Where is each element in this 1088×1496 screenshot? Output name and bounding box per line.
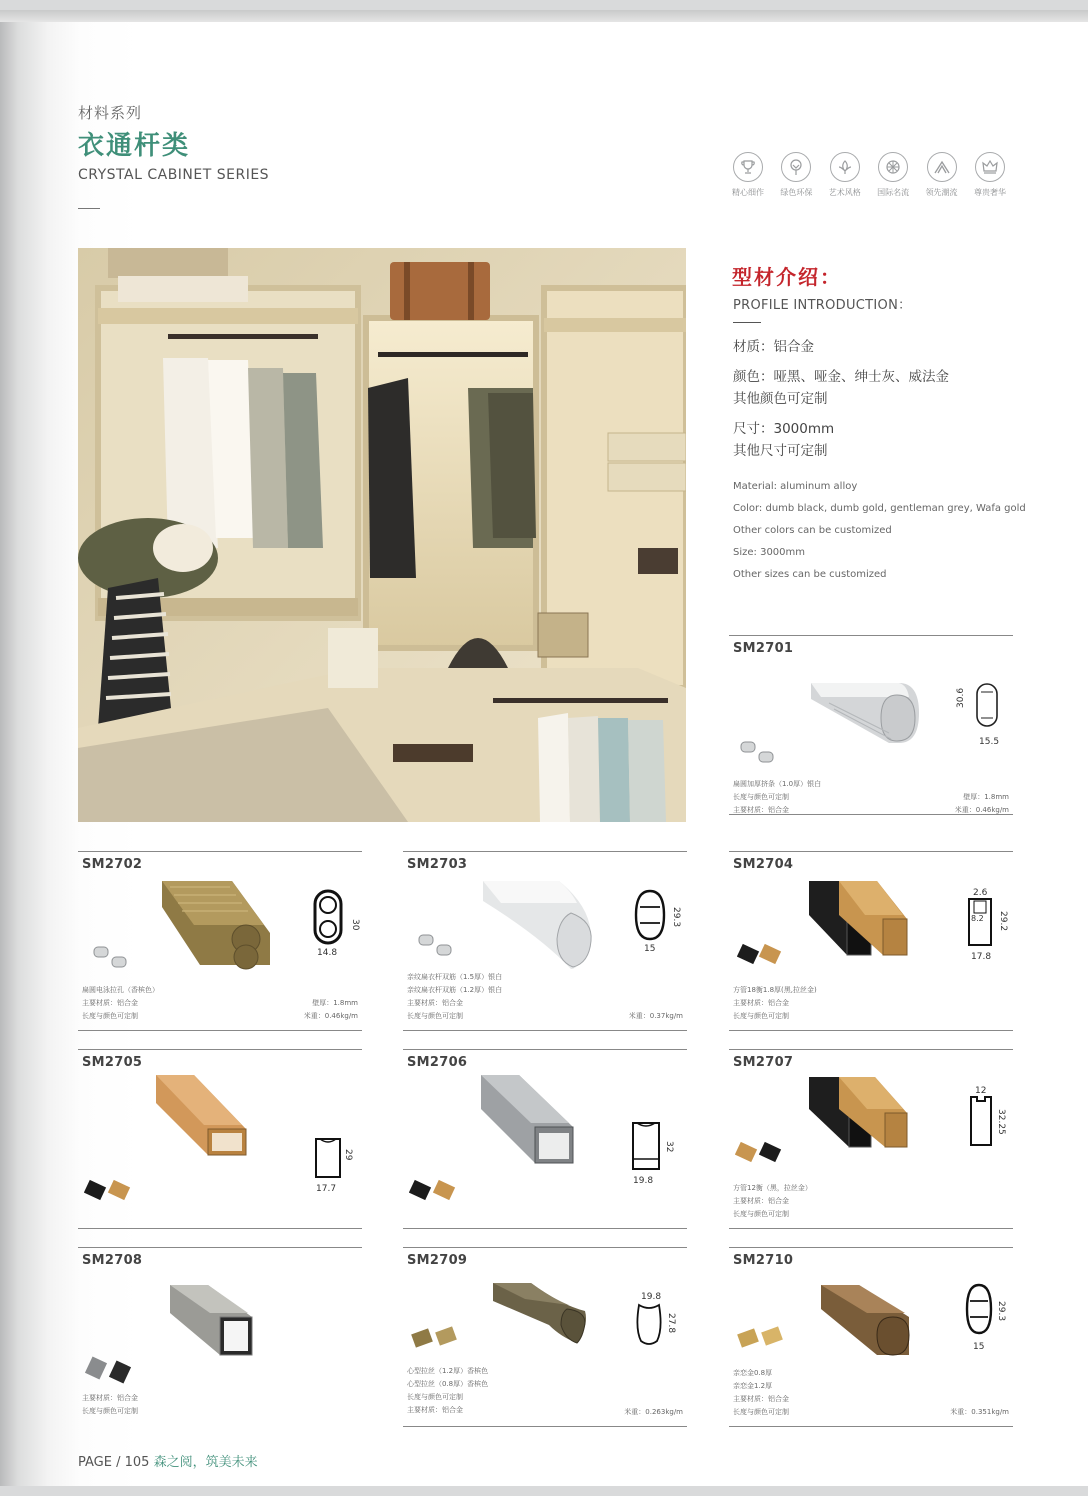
feature-item bbox=[918, 152, 966, 198]
product-image bbox=[807, 879, 932, 959]
product-notes bbox=[733, 778, 821, 817]
series-label-en: CRYSTAL CABINET SERIES bbox=[78, 167, 270, 183]
size-spec-en: Size: 3000mm bbox=[733, 547, 806, 558]
dim-height: 27.8 bbox=[666, 1313, 676, 1334]
dim-width: 17.8 bbox=[971, 952, 992, 962]
product-card bbox=[403, 851, 687, 1031]
product-notes bbox=[733, 1367, 789, 1419]
product-image bbox=[479, 1073, 579, 1168]
page-title: 衣通杆类 bbox=[78, 131, 191, 161]
product-weight bbox=[624, 1406, 683, 1419]
dim-height: 30 bbox=[350, 919, 360, 931]
note-line: 方管18衡1.8厚(黑,拉丝金) bbox=[733, 986, 817, 994]
series-label-cn: 材料系列 bbox=[78, 104, 143, 122]
page-number: PAGE / 105 bbox=[78, 1455, 150, 1470]
product-card bbox=[403, 1049, 687, 1229]
intro-spec-en bbox=[733, 476, 1033, 586]
intro-title-en: PROFILE INTRODUCTION： bbox=[733, 298, 912, 313]
size-spec-text: 尺寸：3000mm bbox=[733, 421, 835, 437]
card-rule bbox=[78, 1247, 362, 1248]
note-line: 心型拉丝（1.2厚）香槟色 bbox=[407, 1367, 489, 1375]
feature-label: 国际名流 bbox=[877, 188, 910, 197]
card-rule bbox=[78, 1049, 362, 1050]
end-cap-accessory bbox=[84, 1177, 138, 1207]
note-line: 主要材质：铝合金 bbox=[82, 999, 138, 1007]
dim-width: 15.5 bbox=[979, 737, 1000, 747]
cross-section-drawing bbox=[949, 680, 1011, 750]
note-line: 长度与颜色可定制 bbox=[733, 1012, 789, 1020]
product-image bbox=[491, 1281, 591, 1351]
note-line: 壁厚：1.8mm bbox=[963, 793, 1009, 801]
end-cap-accessory bbox=[737, 738, 783, 770]
note-line: 方管12衡（黑，拉丝金） bbox=[733, 1184, 812, 1192]
product-code: SM2702 bbox=[82, 857, 143, 872]
product-card bbox=[729, 1049, 1013, 1229]
cross-section-drawing bbox=[961, 1083, 1015, 1153]
product-code: SM2703 bbox=[407, 857, 468, 872]
note-line: 主要材质：铝合金 bbox=[733, 1395, 789, 1403]
product-card bbox=[729, 635, 1013, 815]
product-code: SM2707 bbox=[733, 1055, 794, 1070]
color-spec-text: 颜色：哑黑、哑金、绅士灰、威法金 bbox=[733, 369, 949, 385]
product-code: SM2704 bbox=[733, 857, 794, 872]
note-line: 长度与颜色可定制 bbox=[407, 1393, 463, 1401]
wardrobe-photo bbox=[78, 248, 686, 822]
note-line: 亲纹扁衣杆双筋（1.2厚）银白 bbox=[407, 986, 503, 994]
dim-width: 19.8 bbox=[633, 1176, 654, 1186]
card-rule bbox=[78, 851, 362, 852]
card-rule bbox=[403, 1049, 687, 1050]
cross-section-drawing bbox=[308, 1135, 360, 1195]
note-line: 亲恋金0.8厚 bbox=[733, 1369, 773, 1377]
product-weight bbox=[304, 997, 358, 1023]
card-rule bbox=[729, 1426, 1013, 1427]
cross-section-drawing bbox=[625, 1119, 685, 1189]
card-rule bbox=[403, 1030, 687, 1031]
end-cap-accessory bbox=[735, 1325, 791, 1355]
cross-section-drawing bbox=[628, 887, 690, 959]
intro-spec-cn bbox=[733, 336, 1023, 470]
card-rule bbox=[729, 814, 1013, 815]
end-cap-accessory bbox=[737, 943, 787, 973]
dim-height: 30.6 bbox=[956, 687, 966, 708]
feature-item bbox=[724, 152, 772, 198]
end-cap-accessory bbox=[84, 1353, 140, 1387]
product-code: SM2705 bbox=[82, 1055, 143, 1070]
dim-height: 29.3 bbox=[671, 907, 681, 928]
color-spec bbox=[733, 366, 1023, 410]
feature-label: 领先潮流 bbox=[925, 188, 958, 197]
dim-slot: 2.6 bbox=[973, 888, 988, 898]
tree-icon bbox=[781, 152, 811, 182]
catalog-page bbox=[0, 10, 1088, 1486]
footer-slogan: 森之阅，筑美未来 bbox=[153, 1455, 258, 1470]
note-line: 扁圆加厚挤条（1.0厚）银白 bbox=[733, 780, 822, 788]
feature-icons bbox=[724, 152, 1014, 198]
color-spec-en: Color: dumb black, dumb gold, gentleman grey, Wafa gold bbox=[733, 503, 1026, 514]
note-line: 亲恋金1.2厚 bbox=[733, 1382, 773, 1390]
note-line: 扁圆电泳拉孔（香槟色） bbox=[82, 986, 159, 994]
note-line: 长度与颜色可定制 bbox=[733, 793, 789, 801]
product-card bbox=[78, 851, 362, 1031]
material-spec-en: Material: aluminum alloy bbox=[733, 481, 858, 492]
product-notes bbox=[733, 1182, 812, 1221]
dim-width: 14.8 bbox=[317, 948, 338, 958]
material-spec: 材质：铝合金 bbox=[733, 339, 814, 355]
product-code: SM2706 bbox=[407, 1055, 468, 1070]
page-top-shadow bbox=[0, 10, 1088, 22]
product-image bbox=[168, 1283, 258, 1359]
product-card bbox=[78, 1049, 362, 1229]
note-line: 壁厚：1.8mm bbox=[312, 999, 358, 1007]
note-line: 亲纹扁衣杆双筋（1.5厚）银白 bbox=[407, 973, 503, 981]
dim-inner: 8.2 bbox=[971, 914, 984, 923]
card-rule bbox=[729, 851, 1013, 852]
cross-section-drawing bbox=[303, 887, 365, 959]
product-notes bbox=[733, 984, 817, 1023]
note-line: 主要材质：铝合金 bbox=[733, 1197, 789, 1205]
product-card bbox=[729, 851, 1013, 1031]
feature-label: 绿色环保 bbox=[780, 188, 813, 197]
feature-label: 精心细作 bbox=[732, 188, 764, 197]
note-line: 主要材质：铝合金 bbox=[407, 1406, 463, 1414]
product-image bbox=[154, 1073, 254, 1163]
dim-height: 32 bbox=[664, 1141, 674, 1153]
card-rule bbox=[403, 1247, 687, 1248]
card-rule bbox=[729, 635, 1013, 636]
product-weight bbox=[950, 1406, 1009, 1419]
size-note-en: Other sizes can be customized bbox=[733, 569, 887, 580]
feature-label: 艺术风格 bbox=[828, 188, 861, 197]
end-cap-accessory bbox=[90, 943, 136, 975]
size-spec bbox=[733, 418, 1023, 462]
note-line: 米重：0.37kg/m bbox=[628, 1012, 683, 1020]
product-code: SM2708 bbox=[82, 1253, 143, 1268]
note-line: 心型拉丝（0.8厚）香槟色 bbox=[407, 1380, 489, 1388]
feature-item bbox=[966, 152, 1014, 198]
note-line: 长度与颜色可定制 bbox=[82, 1407, 138, 1415]
note-line: 主要材质：铝合金 bbox=[733, 806, 789, 814]
note-line: 长度与颜色可定制 bbox=[733, 1210, 789, 1218]
size-custom-note: 其他尺寸可定制 bbox=[733, 443, 828, 459]
note-line: 长度与颜色可定制 bbox=[407, 1012, 463, 1020]
card-rule bbox=[78, 1030, 362, 1031]
product-card bbox=[729, 1247, 1013, 1427]
note-line: 米重：0.46kg/m bbox=[954, 806, 1009, 814]
card-rule bbox=[78, 1228, 362, 1229]
cross-section-drawing bbox=[957, 1281, 1013, 1359]
feature-label: 尊贵奢华 bbox=[973, 188, 1006, 197]
feature-item bbox=[772, 152, 820, 198]
product-image bbox=[819, 1283, 919, 1363]
dim-height: 29 bbox=[343, 1149, 353, 1161]
product-notes bbox=[82, 984, 159, 1023]
card-rule bbox=[729, 1049, 1013, 1050]
end-cap-accessory bbox=[409, 1325, 465, 1355]
intro-divider bbox=[733, 322, 761, 323]
card-rule bbox=[403, 851, 687, 852]
product-code: SM2710 bbox=[733, 1253, 794, 1268]
product-weight bbox=[629, 1010, 683, 1023]
intro-title: 型材介绍： bbox=[732, 265, 842, 289]
product-code: SM2709 bbox=[407, 1253, 468, 1268]
card-rule bbox=[403, 1228, 687, 1229]
note-line: 主要材质：铝合金 bbox=[407, 999, 463, 1007]
note-line: 米重：0.46kg/m bbox=[303, 1012, 358, 1020]
card-rule bbox=[403, 1426, 687, 1427]
product-image bbox=[809, 673, 929, 763]
dim-width: 19.8 bbox=[641, 1292, 662, 1302]
color-custom-note: 其他颜色可定制 bbox=[733, 391, 828, 407]
dim-height: 29.3 bbox=[996, 1301, 1006, 1322]
card-rule bbox=[729, 1247, 1013, 1248]
color-note-en: Other colors can be customized bbox=[733, 525, 892, 536]
feature-item bbox=[821, 152, 869, 198]
product-code: SM2701 bbox=[733, 641, 794, 656]
end-cap-accessory bbox=[735, 1139, 789, 1169]
globe-icon bbox=[878, 152, 908, 182]
dim-slot: 12 bbox=[975, 1086, 987, 1096]
dim-width: 15 bbox=[973, 1342, 985, 1352]
product-image bbox=[807, 1075, 927, 1155]
note-line: 主要材质：铝合金 bbox=[82, 1394, 138, 1402]
product-notes bbox=[82, 1392, 138, 1418]
peak-icon bbox=[927, 152, 957, 182]
dim-height: 32.25 bbox=[996, 1109, 1006, 1135]
leaf-icon bbox=[830, 152, 860, 182]
page-footer bbox=[78, 1451, 258, 1470]
dim-width: 15 bbox=[644, 944, 656, 954]
note-line: 长度与颜色可定制 bbox=[82, 1012, 138, 1020]
product-notes bbox=[407, 1365, 488, 1417]
product-card bbox=[403, 1247, 687, 1427]
end-cap-accessory bbox=[415, 931, 461, 963]
note-line: 米重：0.351kg/m bbox=[950, 1408, 1009, 1416]
crown-icon bbox=[975, 152, 1005, 182]
cross-section-drawing bbox=[629, 1289, 687, 1359]
note-line: 主要材质：铝合金 bbox=[733, 999, 789, 1007]
cross-section-drawing bbox=[959, 885, 1015, 965]
trophy-icon bbox=[733, 152, 763, 182]
end-cap-accessory bbox=[409, 1177, 463, 1207]
product-image bbox=[160, 877, 280, 972]
card-rule bbox=[729, 1030, 1013, 1031]
dim-width: 17.7 bbox=[316, 1184, 337, 1194]
feature-item bbox=[869, 152, 917, 198]
product-card bbox=[78, 1247, 362, 1427]
header-divider bbox=[78, 208, 100, 209]
product-image bbox=[481, 877, 601, 972]
product-notes bbox=[407, 971, 502, 1023]
note-line: 米重：0.263kg/m bbox=[624, 1408, 683, 1416]
note-line: 长度与颜色可定制 bbox=[733, 1408, 789, 1416]
dim-height: 29.2 bbox=[998, 911, 1008, 932]
card-rule bbox=[729, 1228, 1013, 1229]
